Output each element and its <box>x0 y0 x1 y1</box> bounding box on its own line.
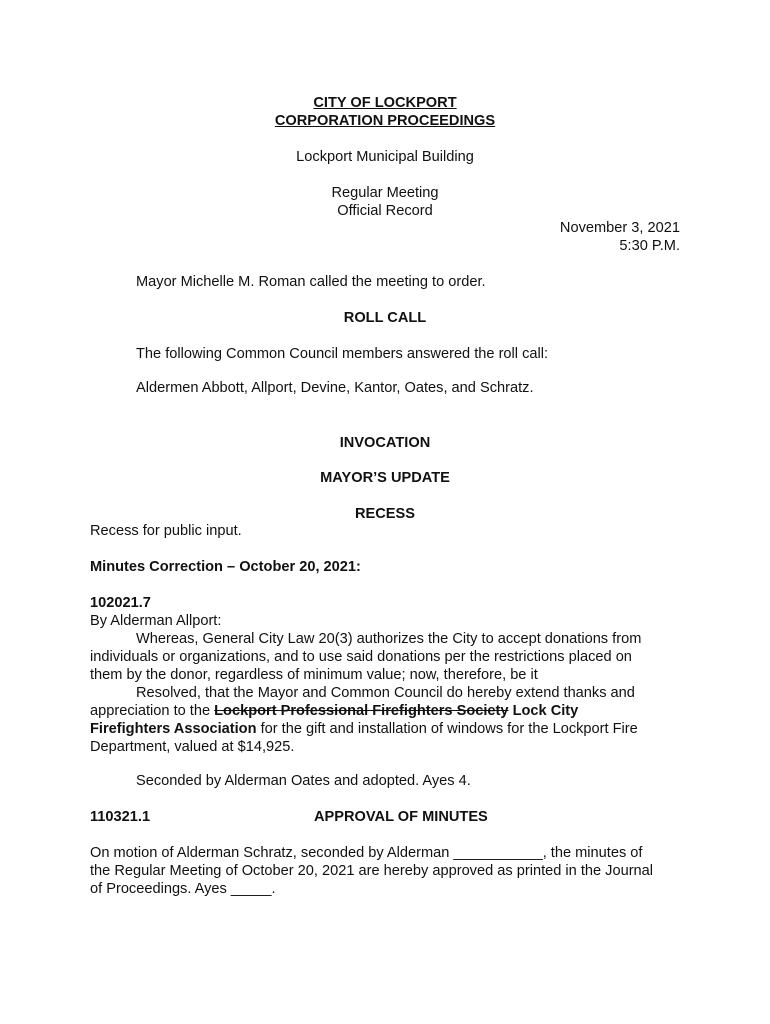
mayors-update-heading: MAYOR’S UPDATE <box>320 470 450 486</box>
building-name: Lockport Municipal Building <box>296 149 474 165</box>
roll-call-members: Aldermen Abbott, Allport, Devine, Kantor, Oates, and Schratz. <box>136 380 534 396</box>
seconded-line: Seconded by Alderman Oates and adopted. Ayes 4. <box>136 773 471 789</box>
record-type: Official Record <box>337 203 433 219</box>
resolved-line-2 <box>90 702 578 720</box>
resolution-by: By Alderman Allport: <box>90 613 222 629</box>
meeting-type: Regular Meeting <box>331 185 439 201</box>
roll-call-heading: ROLL CALL <box>343 310 427 326</box>
recess-text: Recess for public input. <box>90 523 242 539</box>
resolution-number: 102021.7 <box>90 595 151 611</box>
approval-heading: APPROVAL OF MINUTES <box>314 809 488 825</box>
whereas-line-1: Whereas, General City Law 20(3) authorizes the City to accept donations from <box>136 631 642 647</box>
proceedings-title: CORPORATION PROCEEDINGS <box>274 113 496 129</box>
struck-organization-name: Lockport Professional Firefighters Society <box>214 703 509 719</box>
approval-line-2: the Regular Meeting of October 20, 2021 are hereby approved as printed in the Journal <box>90 863 654 879</box>
call-to-order: Mayor Michelle M. Roman called the meeting to order. <box>136 274 486 290</box>
whereas-line-2: individuals or organizations, and to use said donations per the restrictions placed on <box>90 649 632 665</box>
new-organization-name-part2: Firefighters Association <box>90 721 257 737</box>
new-organization-name-part1: Lock City <box>512 703 579 719</box>
resolved-line-3 <box>90 720 638 738</box>
city-title: CITY OF LOCKPORT <box>313 95 457 111</box>
approval-line-1: On motion of Alderman Schratz, seconded by Alderman ___________, the minutes of <box>90 845 643 861</box>
recess-heading: RECESS <box>354 506 415 522</box>
meeting-time: 5:30 P.M. <box>619 238 680 254</box>
roll-call-intro: The following Common Council members answered the roll call: <box>136 346 549 362</box>
meeting-date: November 3, 2021 <box>559 220 680 236</box>
invocation-heading: INVOCATION <box>339 435 431 451</box>
approval-number: 110321.1 <box>90 809 151 825</box>
minutes-correction-heading: Minutes Correction – October 20, 2021: <box>90 559 361 575</box>
resolved-prefix: appreciation to the <box>90 703 215 719</box>
resolved-line-4: Department, valued at $14,925. <box>90 739 295 755</box>
approval-line-3: of Proceedings. Ayes _____. <box>90 881 276 897</box>
resolved-suffix: for the gift and installation of windows for the Lockport Fire <box>256 721 638 737</box>
resolved-line-1: Resolved, that the Mayor and Common Council do hereby extend thanks and <box>136 685 635 701</box>
whereas-line-3: them by the donor, regardless of minimum value; now, therefore, be it <box>90 667 538 683</box>
